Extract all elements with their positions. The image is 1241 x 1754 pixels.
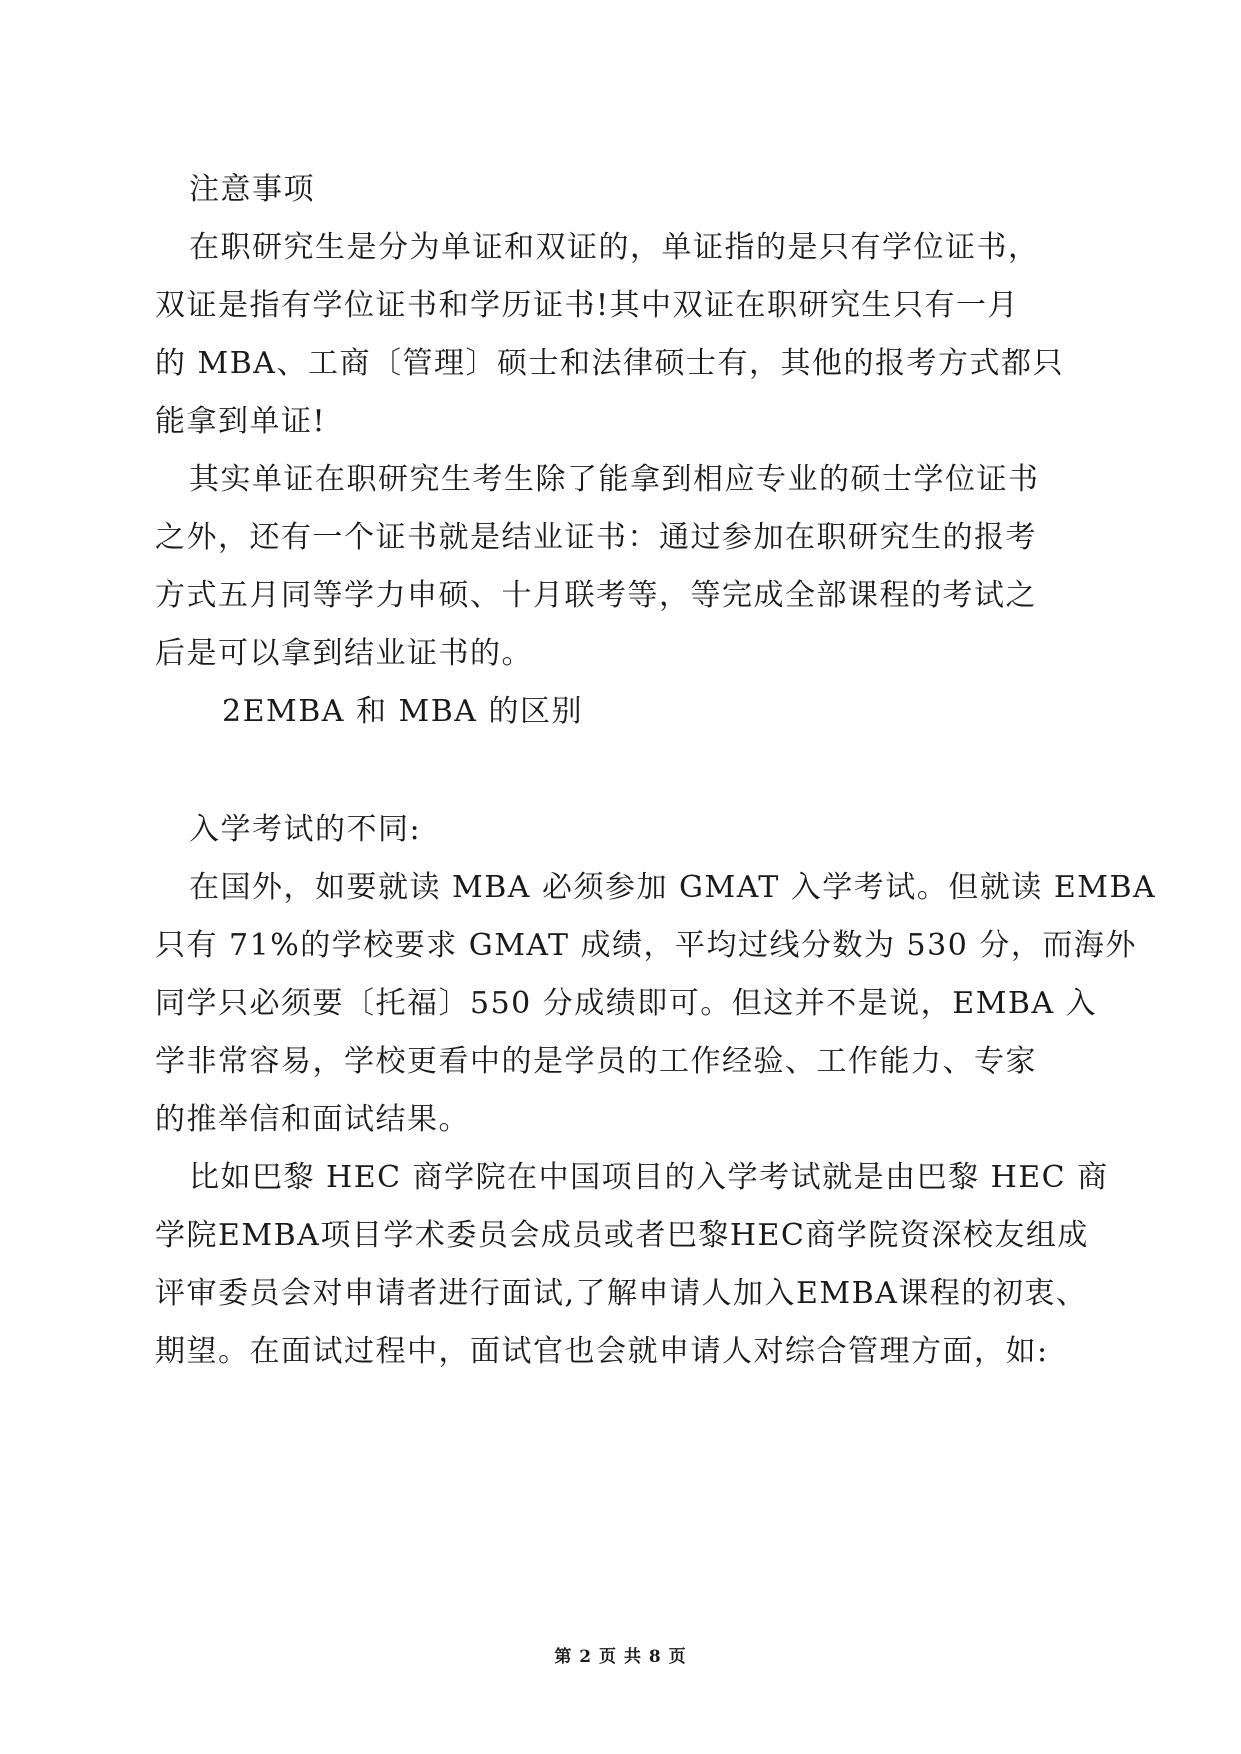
paragraph-line: 其实单证在职研究生考生除了能拿到相应专业的硕士学位证书 [189, 462, 1040, 497]
paragraph-line: 在职研究生是分为单证和双证的，单证指的是只有学位证书， [189, 230, 1040, 265]
paragraph-line: 双证是指有学位证书和学历证书!其中双证在职研究生只有一月 [155, 288, 1020, 323]
paragraph-line: 后是可以拿到结业证书的。 [155, 636, 533, 671]
paragraph-line: 的 MBA、工商〔管理〕硕士和法律硕士有，其他的报考方式都只 [155, 346, 1064, 381]
paragraph-line: 比如巴黎 HEC 商学院在中国项目的入学考试就是由巴黎 HEC 商 [189, 1160, 1109, 1195]
paragraph-line: 期望。在面试过程中，面试官也会就申请人对综合管理方面，如: [155, 1334, 1049, 1369]
paragraph-line: 能拿到单证! [155, 404, 327, 439]
paragraph-line: 学院EMBA项目学术委员会成员或者巴黎HEC商学院资深校友组成 [155, 1218, 1089, 1253]
paragraph-line: 评审委员会对申请者进行面试,了解申请人加入EMBA课程的初衷、 [155, 1276, 1088, 1311]
paragraph-line: 之外，还有一个证书就是结业证书：通过参加在职研究生的报考 [155, 520, 1037, 555]
paragraph-line: 方式五月同等学力申硕、十月联考等，等完成全部课程的考试之 [155, 578, 1037, 613]
paragraph-line: 学非常容易，学校更看中的是学员的工作经验、工作能力、专家 [155, 1044, 1037, 1079]
page-number: 第 2 页 共 8 页 [554, 1647, 687, 1667]
paragraph-line: 的推举信和面试结果。 [155, 1102, 470, 1137]
paragraph-line: 同学只必须要〔托福〕550 分成绩即可。但这并不是说，EMBA 入 [155, 986, 1098, 1021]
subheading: 入学考试的不同: [189, 812, 422, 847]
section-heading: 2EMBA 和 MBA 的区别 [222, 694, 583, 729]
paragraph-line: 只有 71%的学校要求 GMAT 成绩，平均过线分数为 530 分，而海外 [155, 928, 1137, 963]
section-heading: 注意事项 [189, 172, 315, 207]
paragraph-line: 在国外，如要就读 MBA 必须参加 GMAT 入学考试。但就读 EMBA [189, 870, 1157, 905]
